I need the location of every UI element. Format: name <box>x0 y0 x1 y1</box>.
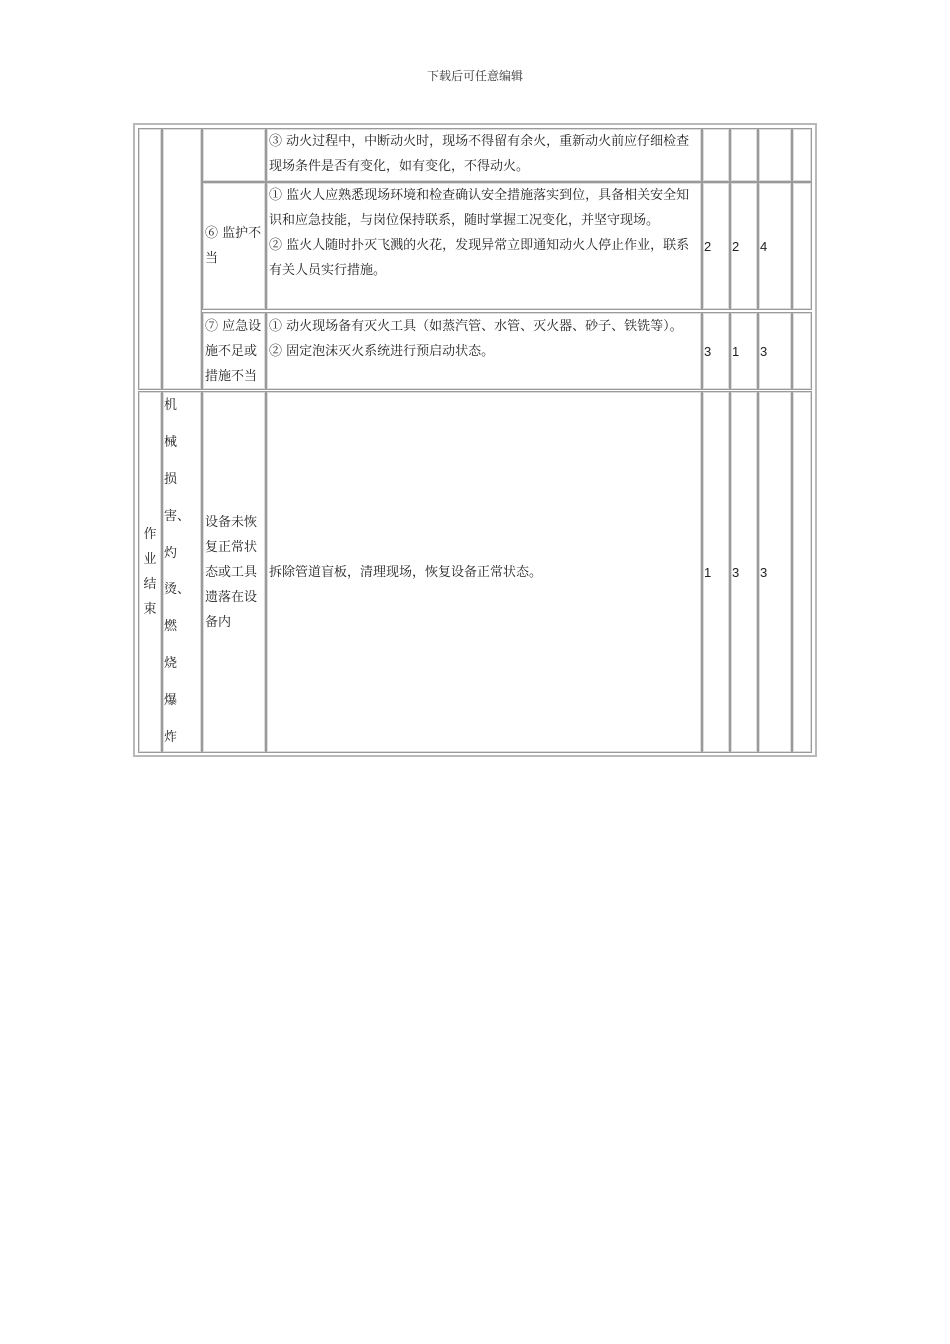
measures-cell-r4 <box>266 391 702 753</box>
consequence-char: 损 <box>164 471 178 487</box>
consequence-char: 炸 <box>164 729 178 745</box>
measure-text: 拆除管道盲板，清理现场，恢复设备正常状态。 <box>269 564 543 580</box>
r-value: 4 <box>760 238 768 254</box>
hazard-text: ⑦ 应急设施不足或措施不当 <box>205 318 262 384</box>
stage-char: 作 <box>143 527 157 542</box>
consequence-char: 灼 <box>164 545 178 561</box>
hazard-cell-r4 <box>202 391 266 753</box>
l-cell-r1 <box>702 128 730 182</box>
r-cell-r2 <box>758 182 792 310</box>
r-cell-r4 <box>758 391 792 753</box>
consequence-char: 烫、 <box>164 582 191 598</box>
extra-cell-r4 <box>792 391 812 753</box>
s-value: 2 <box>732 238 740 254</box>
stage-cell-empty <box>138 128 162 390</box>
s-cell-r3 <box>730 312 758 390</box>
measure-text: ① 动火现场备有灭火工具（如蒸汽管、水管、灭火器、砂子、铁铣等）。 <box>269 319 683 334</box>
consequence-cell-r4 <box>162 391 202 753</box>
hazard-text: 设备未恢复正常状态或工具遗落在设备内 <box>205 514 258 630</box>
measure-text: ② 固定泡沫灭火系统进行预启动状态。 <box>269 344 495 359</box>
r-cell-r1 <box>758 128 792 182</box>
extra-cell-r2 <box>792 182 812 310</box>
hazard-cell-r2 <box>202 182 266 310</box>
measure-text: ① 监火人应熟悉现场环境和检查确认安全措施落实到位，具备相关安全知识和应急技能，与岗位保持联系，随时掌握工况变化，并坚守现场。 <box>269 188 690 228</box>
consequence-cell-empty <box>162 128 202 390</box>
consequence-char: 爆 <box>164 693 178 708</box>
hazard-text: ⑥ 监护不当 <box>205 226 262 266</box>
stage-char: 束 <box>143 602 157 617</box>
consequence-char: 害、 <box>164 508 191 524</box>
s-cell-r2 <box>730 182 758 310</box>
l-cell-r3 <box>702 312 730 390</box>
hazard-cell-r1 <box>202 128 266 182</box>
l-value: 2 <box>704 238 712 254</box>
s-value: 1 <box>732 343 740 359</box>
measures-cell-r2 <box>266 182 702 310</box>
l-value: 3 <box>704 343 712 359</box>
measures-cell-r1 <box>266 128 702 182</box>
extra-cell-r1 <box>792 128 812 182</box>
consequence-char: 机 <box>164 398 178 413</box>
r-value: 3 <box>760 343 768 359</box>
hazard-cell-r3 <box>202 312 266 390</box>
measures-cell-r3 <box>266 312 702 390</box>
s-cell-r1 <box>730 128 758 182</box>
stage-char: 业 <box>143 552 157 567</box>
l-cell-r4 <box>702 391 730 753</box>
page-header: 下载后可任意编辑 <box>426 69 523 83</box>
l-value: 1 <box>704 564 712 580</box>
consequence-char: 燃 <box>164 619 178 635</box>
risk-table <box>133 123 817 757</box>
stage-char: 结 <box>143 577 157 592</box>
s-cell-r4 <box>730 391 758 753</box>
extra-cell-r3 <box>792 312 812 390</box>
measure-text: ③ 动火过程中，中断动火时，现场不得留有余火，重新动火前应仔细检查现场条件是否有变化，如有变化，不得动火。 <box>269 134 690 174</box>
l-cell-r2 <box>702 182 730 310</box>
measure-text: ② 监火人随时扑灭飞溅的火花，发现异常立即通知动火人停止作业，联系有关人员实行措施。 <box>269 238 690 278</box>
stage-cell-r4 <box>138 391 162 753</box>
r-value: 3 <box>760 564 768 580</box>
consequence-char: 械 <box>164 434 178 450</box>
consequence-char: 烧 <box>164 656 178 672</box>
s-value: 3 <box>732 564 740 580</box>
r-cell-r3 <box>758 312 792 390</box>
